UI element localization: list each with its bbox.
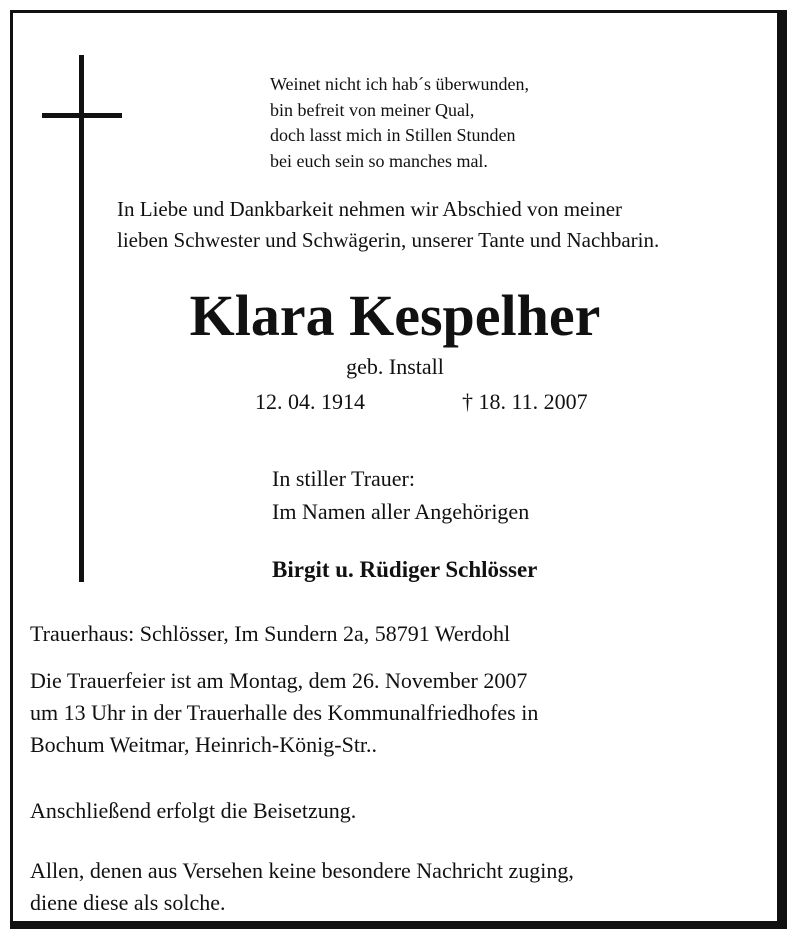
poem-line: bin befreit von meiner Qual, [270,99,475,120]
notice-line: Allen, denen aus Versehen keine besondere Nachricht zuging, [30,858,574,883]
relatives-line: Im Namen aller Angehörigen [272,499,530,524]
mourning-line: In stiller Trauer: [272,466,415,491]
poem [270,72,529,174]
mourning-house: Trauerhaus: Schlösser, Im Sundern 2a, 58791 Werdohl [30,621,511,646]
ceremony-line: Die Trauerfeier ist am Montag, dem 26. November 2007 [30,668,528,693]
death-date: † 18. 11. 2007 [462,389,588,414]
notice-line: diene diese als solche. [30,890,226,915]
obituary-frame [10,10,787,929]
intro-line: lieben Schwester und Schwägerin, unserer Tante und Nachbarin. [117,228,660,252]
ceremony-info [30,665,538,761]
ceremony-line: um 13 Uhr in der Trauerhalle des Kommunalfriedhofes in [30,700,539,725]
cross-horizontal-bar [42,113,122,118]
poem-line: doch lasst mich in Stillen Stunden [270,125,516,145]
birth-date: 12. 04. 1914 [255,389,365,414]
poem-line: Weinet nicht ich hab´s überwunden, [270,74,529,94]
birth-name: geb. Install [346,354,444,379]
intro-line: In Liebe und Dankbarkeit nehmen wir Abschied von meiner [117,197,623,221]
poem-line: bei euch sein so manches mal. [270,150,488,171]
burial-info: Anschließend erfolgt die Beisetzung. [30,798,357,823]
signers: Birgit u. Rüdiger Schlösser [272,557,538,582]
ceremony-line: Bochum Weitmar, Heinrich-König-Str.. [30,732,378,757]
intro-text [117,194,659,256]
notice-text [30,855,574,919]
deceased-name: Klara Kespelher [189,283,601,348]
